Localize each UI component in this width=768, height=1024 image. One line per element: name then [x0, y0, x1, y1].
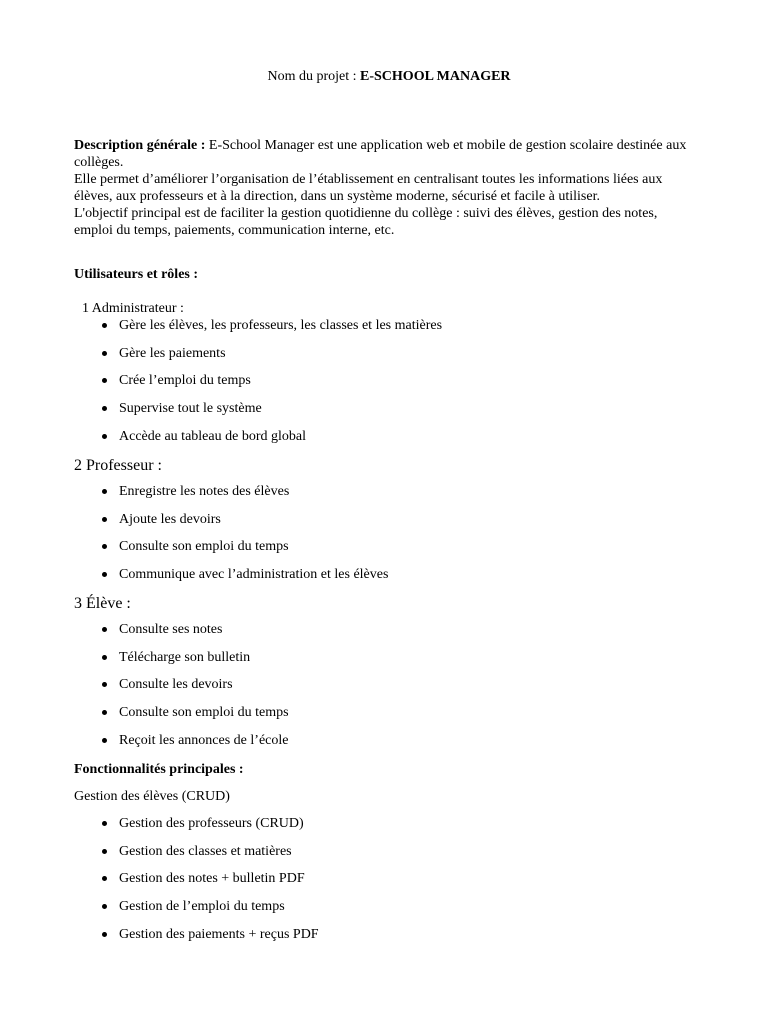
list-item: Gestion des classes et matières — [100, 843, 319, 871]
list-item: Accède au tableau de bord global — [100, 428, 442, 456]
description-paragraph-2: Elle permet d’améliorer l’organisation de l’établissement en centralisant toutes les informations liées aux élèves, aux professeurs et à la direction, dans un système moderne, sécurisé et facile à utiliser. — [74, 172, 663, 204]
list-item: Gestion des notes + bulletin PDF — [100, 870, 319, 898]
list-item: Consulte son emploi du temps — [100, 704, 289, 732]
list-item: Gestion de l’emploi du temps — [100, 898, 319, 926]
list-item: Consulte ses notes — [100, 621, 289, 649]
list-item: Télécharge son bulletin — [100, 649, 289, 677]
student-role-title: 3 Élève : — [74, 595, 131, 612]
list-item: Reçoit les annonces de l’école — [100, 732, 289, 760]
features-heading: Fonctionnalités principales : — [74, 762, 244, 777]
description-heading: Description générale : — [74, 138, 206, 153]
list-item: Ajoute les devoirs — [100, 511, 388, 539]
project-title — [0, 68, 768, 85]
list-item: Gère les élèves, les professeurs, les classes et les matières — [100, 317, 442, 345]
features-first-item: Gestion des élèves (CRUD) — [74, 789, 230, 804]
project-name: E-SCHOOL MANAGER — [360, 69, 511, 84]
list-item: Gestion des paiements + reçus PDF — [100, 926, 319, 954]
student-role-list — [100, 621, 289, 759]
list-item: Gère les paiements — [100, 345, 442, 373]
users-heading: Utilisateurs et rôles : — [74, 267, 199, 282]
list-item: Communique avec l’administration et les élèves — [100, 566, 388, 594]
description-line-1: E-School Manager est une application web et mobile de gestion scolaire destinée aux collèges. — [74, 138, 687, 170]
admin-role-title: 1 Administrateur : — [82, 301, 184, 316]
teacher-role-list — [100, 483, 388, 594]
project-label: Nom du projet : — [267, 69, 361, 84]
description-paragraph-1 — [74, 137, 689, 171]
teacher-role-title: 2 Professeur : — [74, 457, 162, 474]
list-item: Supervise tout le système — [100, 400, 442, 428]
list-item: Gestion des professeurs (CRUD) — [100, 815, 319, 843]
admin-role-list — [100, 317, 442, 455]
general-description — [74, 137, 689, 239]
list-item: Enregistre les notes des élèves — [100, 483, 388, 511]
list-item: Consulte son emploi du temps — [100, 538, 388, 566]
description-paragraph-3: L'objectif principal est de faciliter la gestion quotidienne du collège : suivi des élèves, gestion des notes, emploi du temps, paiements, communication interne, etc. — [74, 206, 658, 238]
list-item: Consulte les devoirs — [100, 676, 289, 704]
features-list — [100, 815, 319, 953]
list-item: Crée l’emploi du temps — [100, 372, 442, 400]
